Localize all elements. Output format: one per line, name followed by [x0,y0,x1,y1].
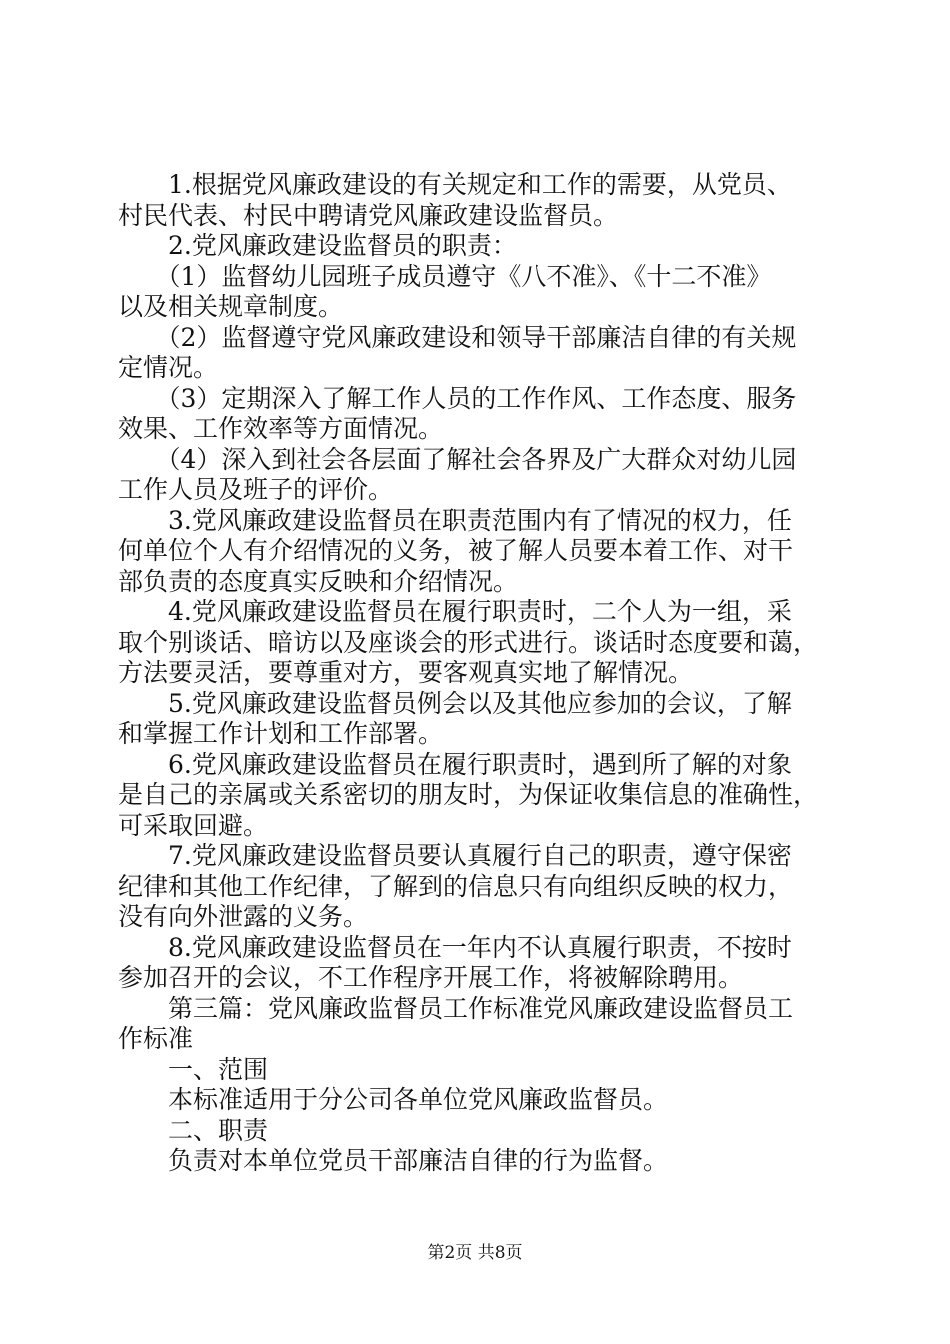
text-line: 二、职责 [118,1115,269,1145]
text-line: 作标准 [118,1024,194,1053]
text-line: 以及相关规章制度。 [118,292,344,321]
text-line: 负责对本单位党员干部廉洁自律的行为监督。 [118,1146,669,1175]
text-line: 4.党风廉政建设监督员在履行职责时，二个人为一组，采 [118,597,792,626]
text-line: 6.党风廉政建设监督员在履行职责时，遇到所了解的对象 [118,749,792,779]
text-line: 部负责的态度真实反映和介绍情况。 [118,566,519,596]
text-line: 效果、工作效率等方面情况。 [118,414,444,443]
text-line: 7.党风廉政建设监督员要认真履行自己的职责，遵守保密 [118,841,792,870]
text-line: 村民代表、村民中聘请党风廉政建设监督员。 [118,200,619,230]
text-line: 可采取回避。 [118,810,269,840]
text-line: （1）监督幼儿园班子成员遵守《八不准》、《十二不准》 [118,261,772,291]
text-line: 工作人员及班子的评价。 [118,475,394,504]
text-line: 1.根据党风廉政建设的有关规定和工作的需要，从党员、 [118,170,792,199]
page-footer: 第2页 共8页 [427,1243,523,1263]
text-line: 一、范围 [118,1054,269,1084]
text-line: 没有向外泄露的义务。 [118,902,369,931]
text-line: 何单位个人有介绍情况的义务，被了解人员要本着工作、对干 [118,536,794,565]
text-line: （3）定期深入了解工作人员的工作作风、工作态度、服务 [118,383,797,413]
text-line: （4）深入到社会各层面了解社会各界及广大群众对幼儿园 [118,444,797,474]
text-line: 第三篇：党风廉政监督员工作标准党风廉政建设监督员工 [118,993,794,1023]
text-line: 方法要灵活，要尊重对方，要客观真实地了解情况。 [118,658,694,687]
text-line: 2.党风廉政建设监督员的职责： [118,231,517,260]
text-line: 本标准适用于分公司各单位党风廉政监督员。 [118,1085,669,1114]
text-line: 取个别谈话、暗访以及座谈会的形式进行。谈话时态度要和蔼， [118,627,819,657]
text-line: 5.党风廉政建设监督员例会以及其他应参加的会议，了解 [118,688,792,718]
document-body [118,170,836,1177]
text-line: 8.党风廉政建设监督员在一年内不认真履行职责，不按时 [118,932,792,962]
text-line: 3.党风廉政建设监督员在职责范围内有了情况的权力，任 [118,505,792,535]
text-line: 定情况。 [118,353,219,382]
text-line: （2）监督遵守党风廉政建设和领导干部廉洁自律的有关规 [118,322,797,352]
text-line: 是自己的亲属或关系密切的朋友时，为保证收集信息的准确性， [118,780,819,809]
text-line: 和掌握工作计划和工作部署。 [118,719,444,748]
text-line: 参加召开的会议，不工作程序开展工作，将被解除聘用。 [118,963,744,992]
text-line: 纪律和其他工作纪律，了解到的信息只有向组织反映的权力， [118,871,794,901]
